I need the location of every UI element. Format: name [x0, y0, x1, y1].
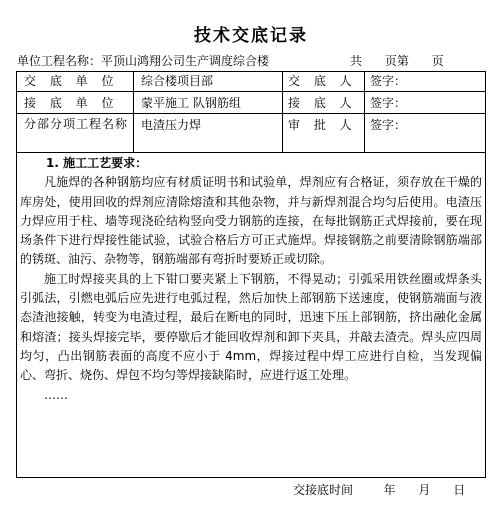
requirements-paragraph-1: 凡施焊的各种钢筋均应有材质证明书和试验单，焊剂应有合格证，须存放在干燥的库房处，使用回收的焊剂应清除熔渣和其他杂物，并与新焊剂混合均匀后使用。电渣压力焊应用于柱、墙等现浇砼结构竖向受力钢筋的连接，在每批钢筋正式焊接前，要在现场条件下进行焊接性能试验，试验合格后方可正式施焊。焊接钢筋之前要清除钢筋端部的锈斑、油污、杂物等，钢筋端部有弯折时要矫正或切除。 — [20, 175, 482, 267]
approver-signature: 签字： — [370, 118, 407, 132]
sub-project-label: 分部分项工程名称 — [24, 117, 128, 131]
sub-project-value: 电渣压力焊 — [141, 118, 202, 132]
row-divider-3 — [16, 152, 486, 153]
handover-time: 交接底时间 年 月 日 — [293, 483, 466, 497]
unit-project-line — [17, 53, 487, 69]
page-info: 共 页第 页 — [350, 54, 444, 68]
document-title: 技术交底记录 — [194, 26, 308, 46]
row-divider-1 — [16, 91, 486, 92]
table-top-border — [16, 71, 486, 72]
handover-unit-label: 交 底 单 位 — [24, 74, 119, 88]
table-right-border — [485, 71, 486, 478]
section-heading: 1. 施工工艺要求： — [46, 156, 148, 170]
technical-requirements — [20, 154, 482, 405]
receiving-unit-label: 接 底 单 位 — [24, 96, 119, 110]
handover-signature: 签字： — [370, 74, 407, 88]
requirements-paragraph-2: 施工时焊接夹具的上下钳口要夹紧上下钢筋，不得晃动；引弧采用铁丝圈或焊条头引弧法，引燃电弧后应先进行电弧过程，然后加快上部钢筋下送速度，使钢筋端面与液态渣池接触，转变为电渣过程，最后在断电的同时，迅速下压上部钢筋，挤出融化金属和熔渣；接头焊接完毕，要停歇后才能回收焊剂和卸下夹具，并敲去渣壳。焊头应四周均匀，凸出钢筋表面的高度不应小于 4mm，焊接过程中焊工应进行自检，当发现偏心、弯折、烧伤、焊包不均匀等焊接缺陷时，应进行返工处理。 — [20, 271, 482, 383]
receiving-signature: 签字： — [370, 96, 407, 110]
table-left-border — [16, 71, 17, 478]
column-divider-3 — [364, 71, 365, 152]
ellipsis: …… — [44, 387, 68, 402]
handover-person-label: 交 底 人 — [288, 74, 357, 88]
receiving-unit-value: 蒙平施工 队钢筋组 — [141, 96, 241, 110]
handover-unit-value: 综合楼项目部 — [141, 74, 214, 88]
unit-project-name: 单位工程名称：平顶山鸿翔公司生产调度综合楼 — [17, 54, 270, 68]
column-divider-2 — [282, 71, 283, 152]
column-divider-1 — [133, 71, 134, 152]
row-divider-2 — [16, 113, 486, 114]
table-bottom-border — [16, 477, 486, 478]
receiving-person-label: 接 底 人 — [288, 96, 357, 110]
approver-label: 审 批 人 — [288, 118, 357, 132]
